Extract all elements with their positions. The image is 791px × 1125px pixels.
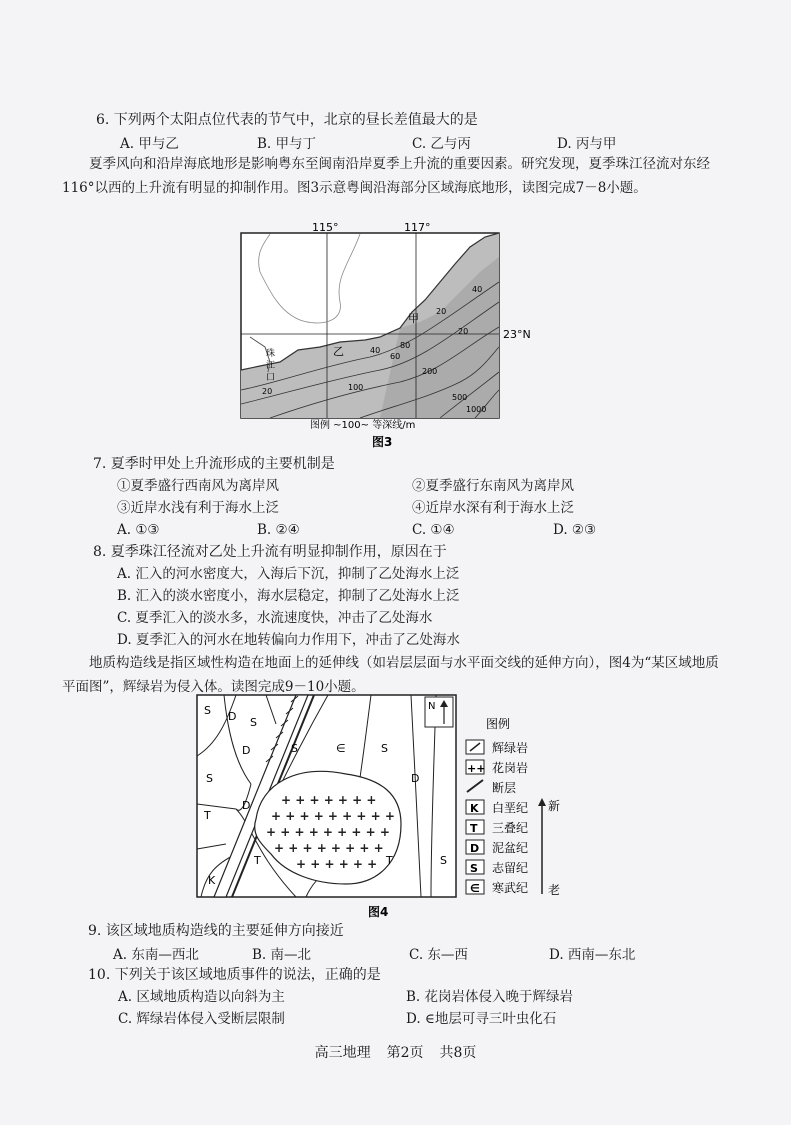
q6-option-b: B. 甲与丁 — [257, 136, 317, 152]
q7-item-1: ①夏季盛行西南风为离岸风 — [117, 478, 279, 494]
figure-4-caption: 图4 — [368, 905, 389, 919]
q6-option-c: C. 乙与丙 — [412, 136, 471, 152]
legend-cambrian: 寒武纪 — [492, 881, 529, 895]
river-mouth-1: 珠 — [266, 349, 276, 359]
passage-geology: 地质构造线是指区域性构造在地面上的延伸线（如岩层层面与水平面交线的延伸方向），图4为“某区域地质平面图”，辉绿岩为侵入体。读图完成9－10小题。 — [62, 655, 719, 695]
point-jia: 甲 — [408, 312, 419, 325]
q10-option-b: B. 花岗岩体侵入晚于辉绿岩 — [406, 989, 574, 1005]
strata-label: T — [386, 854, 393, 867]
svg-text:+ + + + + + +: + + + + + + + — [281, 793, 377, 807]
legend-symbol: T — [470, 822, 478, 835]
strata-label: S — [381, 742, 388, 755]
svg-text:+ + + + + + + +: + + + + + + + + — [274, 841, 384, 855]
legend-symbol: D — [470, 842, 480, 855]
q6-option-a: A. 甲与乙 — [120, 136, 179, 152]
footer-total: 共8页 — [439, 1045, 477, 1061]
q9-option-a: A. 东南—西北 — [113, 947, 199, 963]
depth-label-200: 200 — [422, 367, 438, 376]
legend-symbol: ∈ — [470, 882, 480, 895]
lat-label-23n: 23°N — [503, 328, 531, 341]
q7-item-3: ③近岸水浅有利于海水上泛 — [117, 500, 279, 516]
depth-label-100: 100 — [348, 383, 364, 392]
q10-option-a: A. 区域地质构造以向斜为主 — [118, 989, 285, 1005]
strata-label: T — [254, 854, 261, 867]
q7-option-c: C. ①④ — [412, 522, 455, 538]
point-yi: 乙 — [333, 345, 344, 358]
figure-3-legend: 图例 ~100~ 等深线/m — [310, 420, 416, 431]
strata-label: D — [242, 799, 251, 812]
q8-option-d: D. 夏季汇入的河水在地转偏向力作用下，冲击了乙处海水 — [117, 632, 460, 648]
lon-label-115: 115° — [312, 222, 339, 234]
river-mouth-3: 口 — [266, 373, 276, 383]
q7-option-a: A. ①③ — [117, 522, 160, 538]
q8-option-a: A. 汇入的河水密度大，入海后下沉，抑制了乙处海水上泛 — [117, 566, 460, 582]
passage-upwelling: 夏季风向和沿岸海底地形是影响粤东至闽南沿岸夏季上升流的重要因素。研究发现，夏季珠江径流对东经116°以西的上升流有明显的抑制作用。图3示意粤闽沿海部分区域海底地形，读图完成7－8小题。 — [62, 156, 710, 196]
figure-4 — [196, 694, 594, 922]
legend-silurian: 志留纪 — [492, 861, 529, 875]
strata-label: D — [242, 744, 251, 757]
q8-option-c: C. 夏季汇入的淡水多，水流速度快，冲击了乙处海水 — [117, 610, 433, 626]
q6-stem: 6. 下列两个太阳点位代表的节气中，北京的昼长差值最大的是 — [96, 112, 478, 128]
age-new: 新 — [548, 799, 561, 813]
depth-label-40b: 40 — [472, 285, 483, 294]
strata-label: S — [440, 854, 447, 867]
strata-label: ∈ — [336, 742, 346, 755]
strata-label: K — [208, 874, 216, 887]
q7-option-d: D. ②③ — [553, 522, 597, 538]
legend-diabase: 辉绿岩 — [492, 741, 529, 755]
page-footer — [0, 1042, 791, 1062]
strata-label: D — [411, 772, 420, 785]
legend-symbol: K — [470, 802, 479, 815]
q9-option-b: B. 南—北 — [252, 947, 312, 963]
svg-text:+ + + + + + + + +: + + + + + + + + + — [266, 825, 390, 839]
figure-3-caption: 图3 — [372, 435, 393, 449]
footer-page: 第2页 — [386, 1045, 424, 1061]
strata-label: S — [206, 772, 213, 785]
north-label: N — [428, 701, 436, 712]
svg-text:+ + + + + +: + + + + + + — [296, 857, 378, 871]
svg-text:+ + + + + + + + +: + + + + + + + + + — [271, 809, 395, 823]
q7-item-2: ②夏季盛行东南风为离岸风 — [412, 478, 574, 494]
age-old: 老 — [548, 883, 561, 897]
q9-stem: 9. 该区域地质构造线的主要延伸方向接近 — [88, 923, 344, 939]
q6-option-d: D. 丙与甲 — [557, 136, 617, 152]
depth-label-20b: 20 — [458, 327, 469, 336]
q8-option-b: B. 汇入的淡水密度小，海水层稳定，抑制了乙处海水上泛 — [117, 588, 460, 604]
q9-option-c: C. 东—西 — [409, 947, 468, 963]
q10-option-c: C. 辉绿岩体侵入受断层限制 — [118, 1011, 285, 1027]
legend-triassic: 三叠纪 — [492, 821, 529, 835]
figure-4-map — [196, 694, 594, 922]
legend-cretaceous: 白垩纪 — [492, 801, 529, 815]
strata-label: S — [204, 704, 211, 717]
legend-fault: 断层 — [492, 781, 517, 795]
legend-devonian: 泥盆纪 — [492, 841, 529, 855]
q10-stem: 10. 下列关于该区域地质事件的说法，正确的是 — [88, 967, 381, 983]
q10-option-d: D. ∈地层可寻三叶虫化石 — [406, 1011, 557, 1027]
q7-stem: 7. 夏季时甲处上升流形成的主要机制是 — [93, 456, 335, 472]
strata-label: S — [291, 742, 298, 755]
q7-option-b: B. ②④ — [257, 522, 300, 538]
strata-label: D — [228, 710, 237, 723]
lon-label-117: 117° — [404, 222, 431, 234]
depth-label-80: 80 — [400, 341, 411, 350]
q7-item-4: ④近岸水深有利于海水上泛 — [412, 500, 574, 516]
strata-label: T — [204, 809, 211, 822]
legend-granite: 花岗岩 — [492, 761, 529, 775]
svg-text:++: ++ — [467, 762, 486, 775]
strata-label: S — [250, 716, 257, 729]
depth-label-40: 40 — [370, 346, 381, 355]
figure-3-map — [240, 222, 540, 452]
depth-label-20c: 20 — [436, 307, 447, 316]
depth-label-1000: 1000 — [466, 405, 487, 414]
q8-stem: 8. 夏季珠江径流对乙处上升流有明显抑制作用，原因在于 — [93, 544, 447, 560]
depth-label-60: 60 — [390, 352, 401, 361]
footer-subject: 高三地理 — [314, 1045, 371, 1061]
legend-title: 图例 — [486, 717, 511, 731]
depth-label-20: 20 — [262, 387, 273, 396]
legend-symbol: S — [470, 862, 478, 875]
river-mouth-2: 江 — [266, 361, 276, 371]
figure-3 — [240, 222, 540, 452]
depth-label-500: 500 — [452, 393, 468, 402]
q9-option-d: D. 西南—东北 — [549, 947, 636, 963]
